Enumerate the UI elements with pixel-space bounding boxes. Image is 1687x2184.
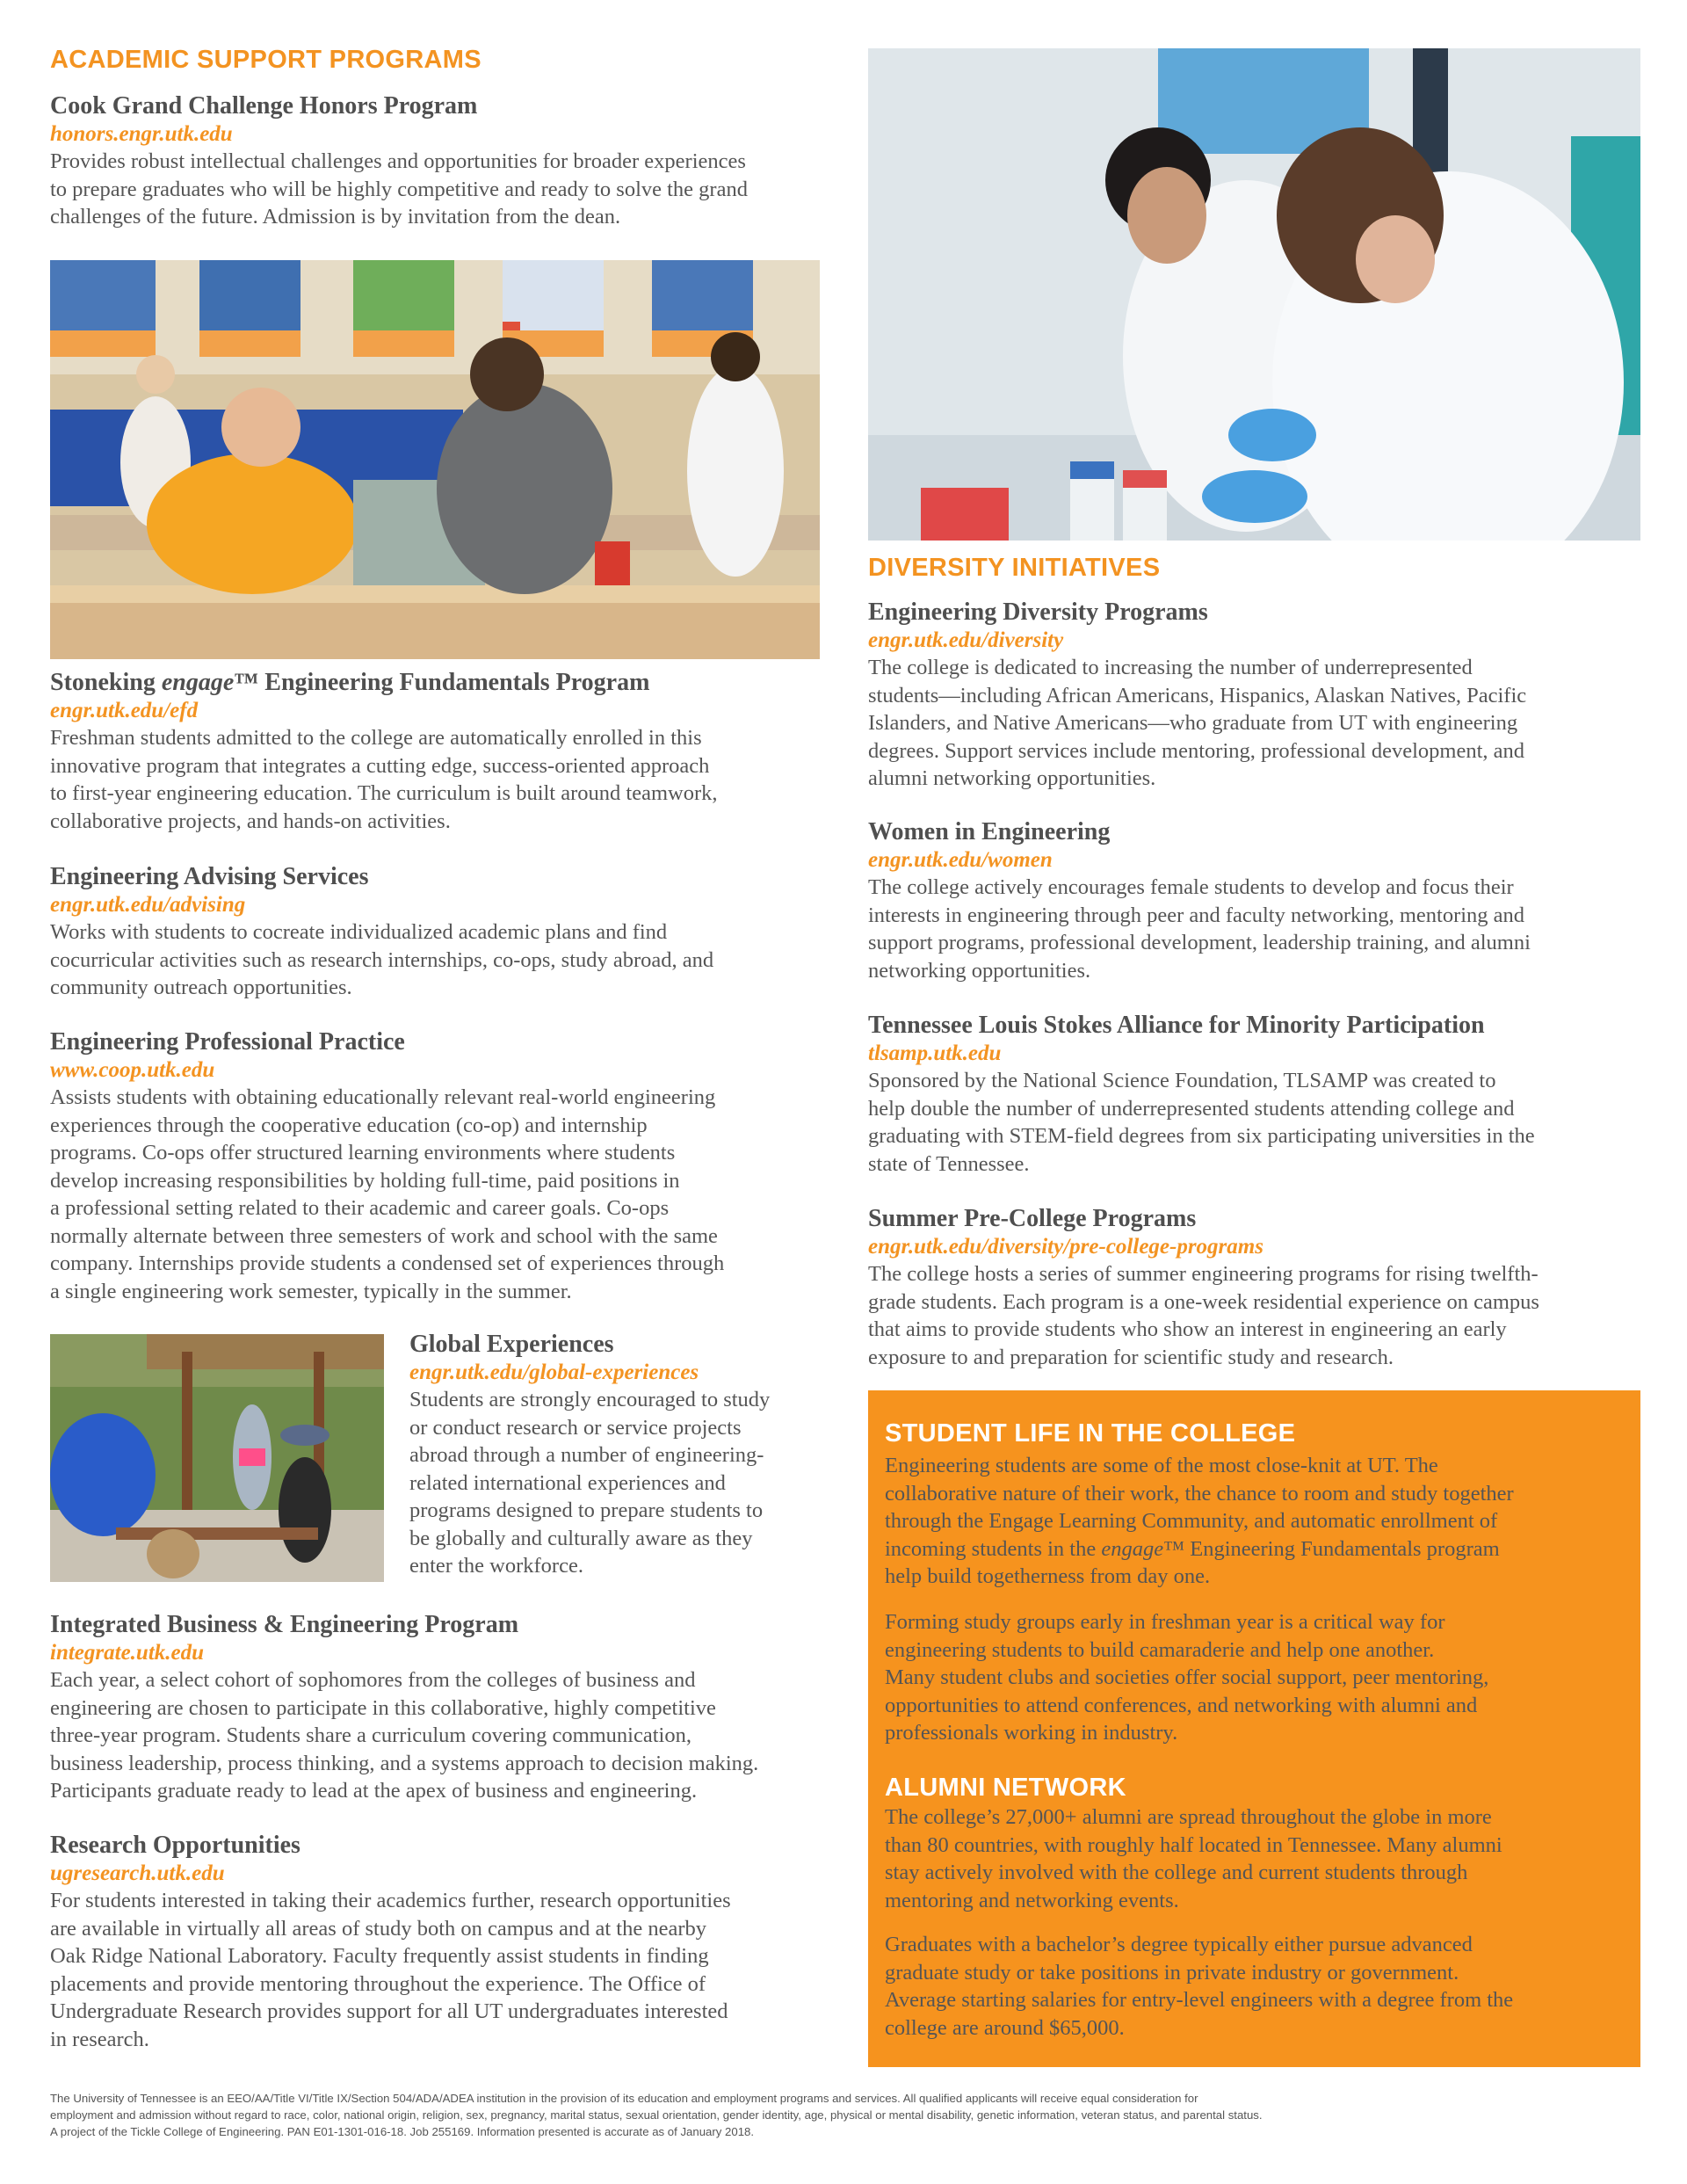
program-professional-practice [50,1027,823,1305]
program-link[interactable]: engr.utk.edu/diversity/pre-college-programs [868,1235,1263,1259]
program-title: Women in Engineering [868,818,1111,845]
program-tlsamp [868,1011,1641,1178]
section-title-academic-support: ACADEMIC SUPPORT PROGRAMS [50,46,481,74]
program-description: The college is dedicated to increasing the number of underrepresented students—including African Americans, Hispanics, Alaskan Natives, Pacific Islanders, and Native Americans—who graduate from UT with engineering degrees. Support services include mentoring, professional development, and alumni networking opportunities. [868,656,1527,790]
program-advising-services [50,862,823,1002]
student-life-para1: Engineering students are some of the most close-knit at UT. The collaborative nature of their work, the chance to room and study together through the Engage Learning Community, and automatic enrollment of incoming students in the engage™ Engineering Fundamentals program help build togetherness from day one. [885,1454,1514,1588]
program-women-in-engineering [868,817,1641,984]
program-integrated-business [50,1610,823,1805]
program-global-experiences [409,1330,822,1580]
program-research-opportunities [50,1831,823,2053]
program-link[interactable]: engr.utk.edu/diversity [868,628,1064,652]
program-description: Sponsored by the National Science Foundation, TLSAMP was created to help double the number of underrepresented students attending college and graduating with STEM-field degrees from six participating universities in the state of Tennessee. [868,1069,1535,1176]
program-title: Summer Pre-College Programs [868,1205,1197,1232]
footer-disclaimer: The University of Tennessee is an EEO/AA/Title VI/Title IX/Section 504/ADA/ADEA institution in the provision of its education and employment programs and services. All qualified applicants will receive equal consideration for employment and admission without regard to race, color, national origin, religion, sex, pregnancy, marital status, sexual orientation, gender identity, age, physical or mental disability, genetic information, veteran status, and parental status. A project of the Tickle College of Engineering. PAN E01-1301-016-18. Job 255169. Information presented is accurate as of January 2018. [50,2092,1263,2138]
program-link[interactable]: tlsamp.utk.edu [868,1041,1002,1065]
program-summer-pre-college [868,1204,1641,1371]
alumni-network-title: ALUMNI NETWORK [885,1774,1126,1802]
program-diversity [868,598,1641,793]
program-link[interactable]: honors.engr.utk.edu [50,122,233,146]
program-description: For students interested in taking their academics further, research opportunities are available in virtually all areas of study both on campus and at the nearby Oak Ridge National Laboratory. Faculty frequently assist students in finding placements and provide mentoring throughout the experience. The Office of Undergraduate Research provides support for all UT undergraduates interested in research. [50,1889,731,2051]
student-life-para2: Forming study groups early in freshman year is a critical way for engineering students to build camaraderie and help one another. Many student clubs and societies offer social support, peer mentoring, opportunities to attend conferences, and networking with alumni and professionals working in industry. [885,1610,1489,1745]
program-cook-honors [50,91,823,231]
callout-box [868,1390,1640,2067]
photo-global-service-project [50,1334,384,1582]
program-title: Engineering Advising Services [50,863,369,890]
program-description: Students are strongly encouraged to study or conduct research or service projects abroad through a number of engineering- related international experiences and programs designed to prepare students to be globally and culturally aware as they enter the workforce. [409,1388,771,1578]
program-title: Integrated Business & Engineering Program [50,1611,519,1638]
program-link[interactable]: engr.utk.edu/women [868,848,1053,872]
program-description: Freshman students admitted to the college are automatically enrolled in this innovative program that integrates a cutting edge, success-oriented approach to first-year engineering education. The curriculum is built around teamwork, collaborative projects, and hands-on activities. [50,726,718,833]
program-link[interactable]: integrate.utk.edu [50,1641,205,1665]
program-description: The college actively encourages female students to develop and focus their interests in engineering through peer and faculty networking, mentoring and support programs, professional development, leadership training, and alumni networking opportunities. [868,875,1531,983]
program-title: Research Opportunities [50,1832,300,1859]
program-stoneking-engage [50,668,823,835]
alumni-para2: Graduates with a bachelor’s degree typically either pursue advanced graduate study or take positions in private industry or government. Average starting salaries for entry-level engineers with a degree from the college are around $65,000. [885,1933,1514,2040]
section-title-diversity: DIVERSITY INITIATIVES [868,554,1161,582]
program-description: Each year, a select cohort of sophomores from the colleges of business and engineering are chosen to participate in this collaborative, highly competitive three-year program. Students share a curriculum covering communication, business leadership, process thinking, and a systems approach to decision making. Participants graduate ready to lead at the apex of business and engineering. [50,1668,759,1803]
program-description: Provides robust intellectual challenges and opportunities for broader experiences to prepare graduates who will be highly competitive and ready to solve the grand challenges of the future. Admission is by invitation from the dean. [50,149,748,229]
program-description: Assists students with obtaining educationally relevant real-world engineering experiences through the cooperative education (co-op) and internship programs. Co-ops offer structured learning environments where students develop increasing responsibilities by holding full-time, paid positions in a professional setting related to their academic and career goals. Co-ops normally alternate between three semesters of work and school with the same company. Internships provide students a condensed set of experiences through a single engineering work semester, typically in the summer. [50,1085,725,1303]
program-link[interactable]: ugresearch.utk.edu [50,1861,225,1885]
program-link[interactable]: engr.utk.edu/advising [50,893,246,917]
program-link[interactable]: www.coop.utk.edu [50,1058,215,1082]
alumni-para1: The college’s 27,000+ alumni are spread throughout the globe in more than 80 countries, with roughly half located in Tennessee. Many alumni stay actively involved with the college and current students through mentoring and networking events. [885,1805,1502,1912]
program-description: Works with students to cocreate individualized academic plans and find cocurricular activities such as research internships, co-ops, study abroad, and community outreach opportunities. [50,920,714,999]
program-title: Global Experiences [409,1331,614,1358]
student-life-title: STUDENT LIFE IN THE COLLEGE [885,1419,1296,1448]
program-title: Cook Grand Challenge Honors Program [50,92,478,120]
program-title: Engineering Diversity Programs [868,599,1208,626]
program-title: Stoneking engage™ Engineering Fundamentals Program [50,669,650,696]
photo-students-workshop [50,260,820,659]
program-description: The college hosts a series of summer engineering programs for rising twelfth- grade students. Each program is a one-week residential experience on campus that aims to provide students who show an interest in engineering an early exposure to and preparation for scientific study and research. [868,1262,1539,1369]
program-link[interactable]: engr.utk.edu/efd [50,699,199,722]
program-title: Tennessee Louis Stokes Alliance for Minority Participation [868,1012,1485,1039]
program-title: Engineering Professional Practice [50,1028,405,1056]
program-link[interactable]: engr.utk.edu/global-experiences [409,1360,699,1384]
photo-students-lab [868,48,1640,541]
